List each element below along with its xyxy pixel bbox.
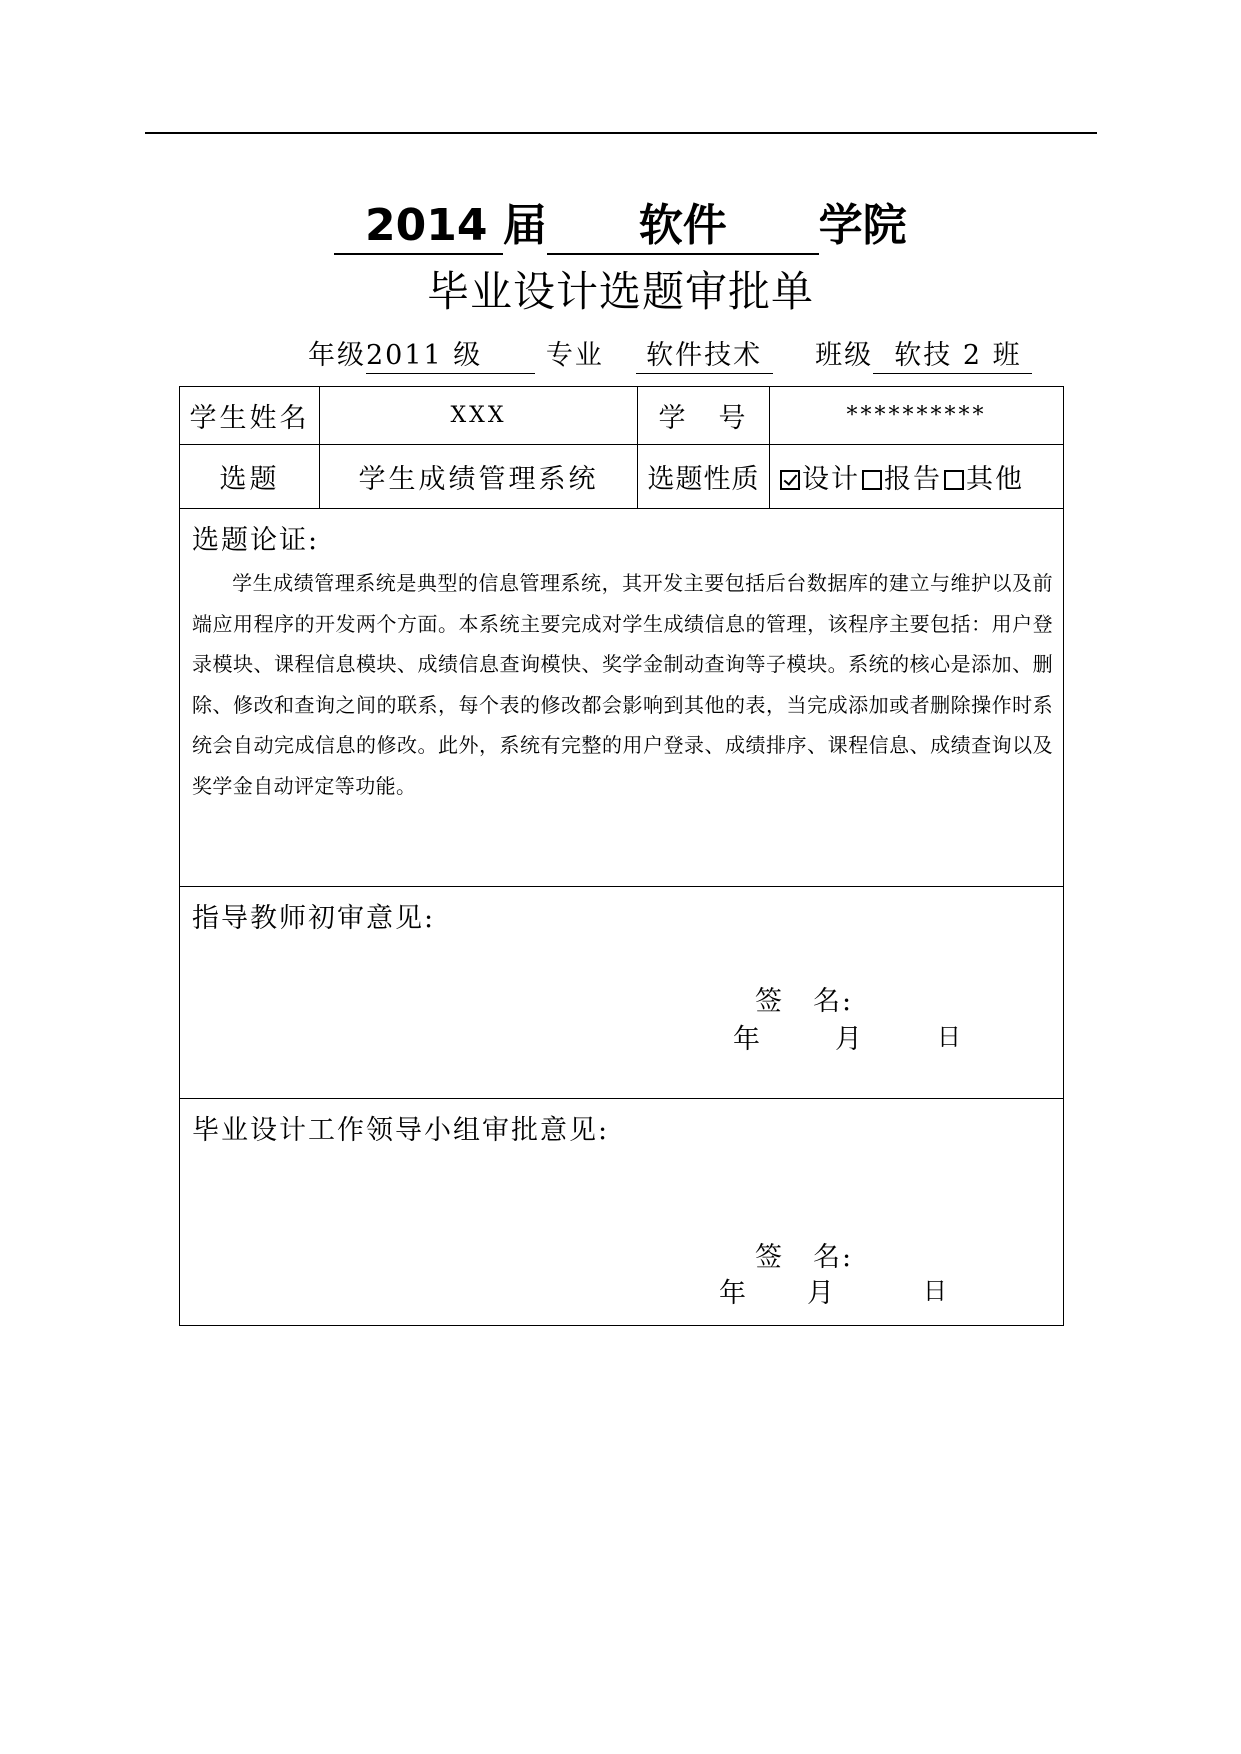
major-label: 专业 <box>545 340 604 371</box>
checkbox-checked-icon[interactable] <box>780 470 800 490</box>
checkbox-unchecked-icon[interactable] <box>862 470 882 490</box>
form-title: 毕业设计选题审批单 <box>426 267 814 316</box>
year: 2014 <box>365 200 488 251</box>
committee-opinion-cell[interactable] <box>180 1099 1064 1326</box>
class-label: 班级 <box>815 340 874 371</box>
class-value: 软技 2 班 <box>894 340 1022 371</box>
topic-label: 选题 <box>180 445 320 509</box>
committee-date-day: 日 <box>923 1277 949 1305</box>
student-id-value[interactable]: ********** <box>770 387 1064 445</box>
argument-cell[interactable] <box>180 509 1064 887</box>
checkbox-unchecked-icon[interactable] <box>944 470 964 490</box>
meta-line <box>308 336 1032 376</box>
argument-text: 学生成绩管理系统是典型的信息管理系统，其开发主要包括后台数据库的建立与维护以及前端应用程序的开发两个方面。本系统主要完成对学生成绩信息的管理，该程序主要包括：用户登录模块、课程信息模块、成绩信息查询模快、奖学金制动查询等子模块。系统的核心是添加、删除、修改和查询之间的联系，每个表的修改都会影响到其他的表，当完成添加或者删除操作时系统会自动完成信息的修改。此外，系统有完整的用户登录、成绩排序、课程信息、成绩查询以及奖学金自动评定等功能。 <box>192 571 1053 798</box>
topic-type-label: 选题性质 <box>638 445 770 509</box>
student-name-label: 学生姓名 <box>180 387 320 445</box>
advisor-date-day: 日 <box>937 1023 963 1051</box>
document-title <box>0 196 1241 256</box>
option-other-label: 其他 <box>966 464 1024 495</box>
student-name-value[interactable]: XXX <box>320 387 638 445</box>
advisor-date-month: 月 <box>835 1024 864 1055</box>
committee-signature-label: 签 名: <box>755 1242 854 1273</box>
college-name: 软件 <box>638 200 727 251</box>
topic-type-options <box>770 445 1064 509</box>
student-id-label: 学 号 <box>638 387 770 445</box>
grade-label: 年级 <box>308 340 366 371</box>
committee-label: 毕业设计工作领导小组审批意见: <box>192 1115 610 1146</box>
advisor-signature-label: 签 名: <box>755 986 854 1017</box>
header-rule <box>145 132 1097 134</box>
approval-table <box>179 386 1064 1326</box>
major-value: 软件技术 <box>646 340 763 371</box>
jie: 届 <box>502 200 547 251</box>
committee-date-year: 年 <box>719 1278 748 1309</box>
grade-value: 2011 级 <box>366 340 483 371</box>
advisor-label: 指导教师初审意见: <box>192 903 436 934</box>
option-report-label: 报告 <box>884 464 942 495</box>
topic-value[interactable]: 学生成绩管理系统 <box>320 445 638 509</box>
advisor-date-year: 年 <box>733 1024 762 1055</box>
xueyuan: 学院 <box>818 200 907 251</box>
option-design-label: 设计 <box>802 464 860 495</box>
advisor-opinion-cell[interactable] <box>180 887 1064 1099</box>
argument-label: 选题论证: <box>192 525 320 556</box>
committee-date-month: 月 <box>807 1278 836 1309</box>
